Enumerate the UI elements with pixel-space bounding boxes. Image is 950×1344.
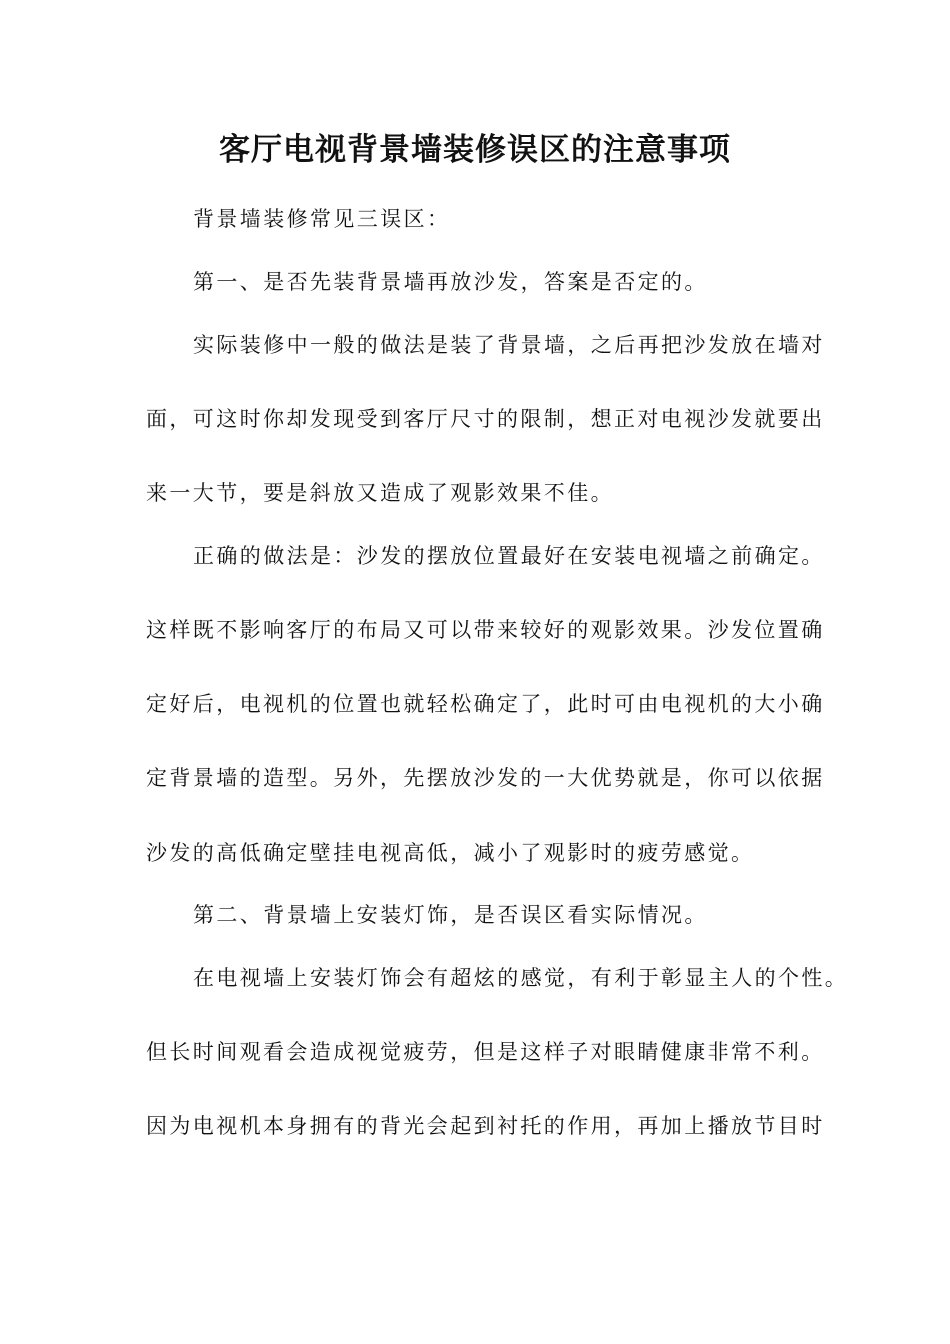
text-line: 因为电视机本身拥有的背光会起到衬托的作用，再加上播放节目时 (146, 1114, 825, 1138)
text-line: 正确的做法是：沙发的摆放位置最好在安装电视墙之前确定。 (193, 544, 825, 568)
text-line: 面，可这时你却发现受到客厅尺寸的限制，想正对电视沙发就要出 (146, 407, 825, 431)
text-line: 第一、是否先装背景墙再放沙发，答案是否定的。 (193, 270, 708, 294)
text-line: 实际装修中一般的做法是装了背景墙，之后再把沙发放在墙对 (193, 333, 825, 357)
text-line: 来一大节，要是斜放又造成了观影效果不佳。 (146, 481, 614, 505)
document-title: 客厅电视背景墙装修误区的注意事项 (219, 132, 731, 168)
text-line: 定好后，电视机的位置也就轻松确定了，此时可由电视机的大小确 (146, 692, 825, 716)
text-line: 第二、背景墙上安装灯饰，是否误区看实际情况。 (193, 903, 708, 927)
text-line: 在电视墙上安装灯饰会有超炫的感觉，有利于彰显主人的个性。 (193, 966, 849, 990)
text-line: 沙发的高低确定壁挂电视高低，减小了观影时的疲劳感觉。 (146, 841, 755, 865)
text-line: 定背景墙的造型。另外，先摆放沙发的一大优势就是，你可以依据 (146, 766, 825, 790)
text-line: 但长时间观看会造成视觉疲劳，但是这样子对眼睛健康非常不利。 (146, 1040, 825, 1064)
text-line: 背景墙装修常见三误区： (193, 207, 451, 231)
text-line: 这样既不影响客厅的布局又可以带来较好的观影效果。沙发位置确 (146, 618, 825, 642)
